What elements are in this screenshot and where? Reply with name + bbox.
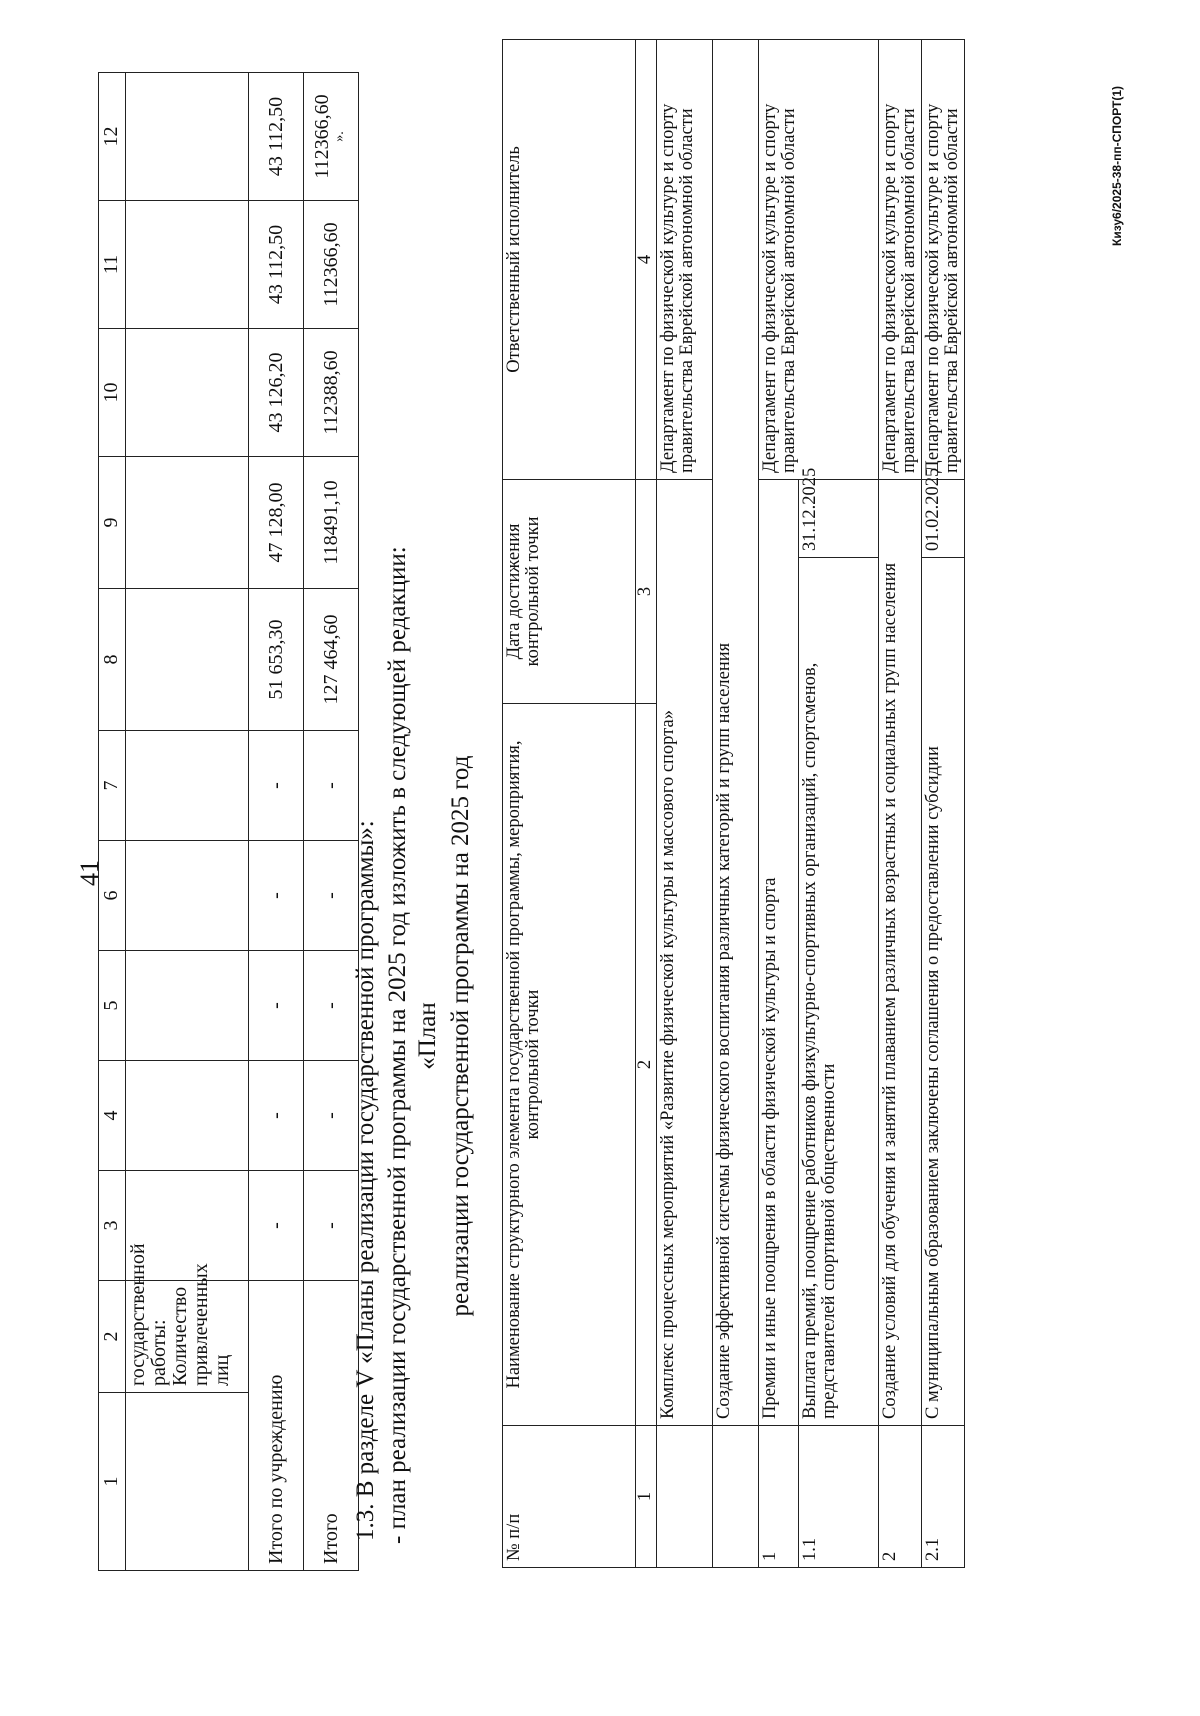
table-row	[879, 39, 922, 1567]
table-cell: 112366,60	[304, 201, 359, 329]
table-cell	[126, 589, 249, 731]
complex-name: Комплекс процессных мероприятий «Развитие физической культуры и массового спорта»	[657, 479, 713, 1425]
table-cell: -	[304, 1171, 359, 1281]
table-cell: 118491,10	[304, 457, 359, 589]
row-number: 1.1	[799, 1426, 879, 1568]
responsible-cell: Департамент по физической культуре и спорту правительства Еврейской автономной области	[657, 39, 713, 479]
column-number-row	[636, 39, 657, 1567]
col-header: 12	[99, 73, 126, 201]
table-cell	[126, 841, 249, 951]
row-label: Итого по учреждению	[249, 1281, 304, 1571]
financing-table	[98, 72, 359, 1571]
table-cell	[126, 731, 249, 841]
plan-title: «План	[414, 1002, 441, 1070]
table-row	[657, 39, 713, 1567]
row-number: 2	[879, 1426, 922, 1568]
col-number: 2	[636, 703, 657, 1425]
row-name: Премии и иные поощрения в области физической культуры и спорта	[759, 479, 799, 1425]
table-cell	[657, 1426, 713, 1568]
responsible-cell: Департамент по физической культуре и спорту правительства Еврейской автономной области	[922, 39, 965, 479]
table-cell	[126, 951, 249, 1061]
task-cell: Создание эффективной системы физического воспитания различных категорий и групп населения	[713, 39, 759, 1425]
row-number: 1	[759, 1426, 799, 1568]
table-row	[713, 39, 759, 1567]
table-cell	[126, 1393, 249, 1571]
table-cell: 112388,60	[304, 329, 359, 457]
col-number: 1	[636, 1426, 657, 1568]
closing-quote: ».	[332, 131, 347, 142]
table-cell	[126, 1061, 249, 1171]
table-row	[759, 39, 799, 1567]
table-cell: -	[304, 731, 359, 841]
col-number: 3	[636, 479, 657, 703]
header-num: № п/п	[503, 1426, 636, 1568]
table-cell	[126, 457, 249, 589]
col-header: 5	[99, 951, 126, 1061]
row-name: С муниципальным образованием заключены соглашения о предоставлении субсидии	[922, 557, 965, 1425]
col-header: 7	[99, 731, 126, 841]
table-cell: -	[249, 731, 304, 841]
date-cell: 01.02.2025	[922, 479, 965, 557]
row-number: 2.1	[922, 1426, 965, 1568]
table-cell: -	[249, 951, 304, 1061]
table-cell: 47 128,00	[249, 457, 304, 589]
header-date: Дата достижения контрольной точки	[503, 479, 636, 703]
col-number: 4	[636, 39, 657, 479]
table-cell: 127 464,60	[304, 589, 359, 731]
header-responsible: Ответственный исполнитель	[503, 39, 636, 479]
table-cell: -	[249, 841, 304, 951]
header-name: Наименование структурного элемента государственной программы, мероприятия, контрольной точки	[503, 703, 636, 1425]
table-cell: -	[249, 1061, 304, 1171]
col-header: 10	[99, 329, 126, 457]
table-cell: 43 112,50	[249, 201, 304, 329]
plan-subtitle: реализации государственной программы на 2025 год	[447, 755, 474, 1317]
row-label: Итого	[304, 1281, 359, 1571]
table-header-row	[99, 73, 126, 1571]
plan-table	[502, 39, 965, 1568]
table-cell	[126, 73, 249, 201]
row-name: Выплата премий, поощрение работников физкультурно-спортивных организаций, спортсменов, представителей спортивной общественности	[799, 557, 879, 1425]
table-cell	[126, 201, 249, 329]
table-cell: государственной работы: Количество привлеченных лиц	[126, 1281, 249, 1393]
table-cell	[126, 329, 249, 457]
table-row	[922, 39, 965, 1567]
table-cell: -	[249, 1171, 304, 1281]
table-cell: 43 126,20	[249, 329, 304, 457]
table-cell	[304, 73, 359, 201]
table-header-row	[503, 39, 636, 1567]
col-header: 2	[99, 1281, 126, 1393]
cell-value: 112366,60	[311, 94, 333, 179]
table-cell: 51 653,30	[249, 589, 304, 731]
col-header: 1	[99, 1393, 126, 1571]
page-number: 41	[75, 860, 104, 886]
document-code: Кизу6/2025-38-пп-СПОРТ(1)	[1110, 85, 1124, 246]
table-row	[304, 73, 359, 1571]
col-header: 4	[99, 1061, 126, 1171]
col-header: 8	[99, 589, 126, 731]
table-cell	[713, 1426, 759, 1568]
row-name: Создание условий для обучения и занятий плаванием различных возрастных и социальных групп населения	[879, 479, 922, 1425]
col-header: 6	[99, 841, 126, 951]
table-cell: 43 112,50	[249, 73, 304, 201]
table-cell: -	[304, 841, 359, 951]
instruction-paragraph: - план реализации государственной программы на 2025 год изложить в следующей редакции:	[384, 546, 411, 1544]
date-cell: 31.12.2025	[799, 479, 879, 557]
table-row	[249, 73, 304, 1571]
table-cell: -	[304, 1061, 359, 1171]
table-row	[126, 73, 249, 1571]
col-header: 9	[99, 457, 126, 589]
col-header: 11	[99, 201, 126, 329]
table-cell: -	[304, 951, 359, 1061]
col-header: 3	[99, 1171, 126, 1281]
responsible-cell: Департамент по физической культуре и спорту правительства Еврейской автономной области	[759, 39, 879, 479]
section-paragraph: 1.3. В разделе V «Планы реализации государственной программы»:	[352, 820, 379, 1541]
responsible-cell: Департамент по физической культуре и спорту правительства Еврейской автономной области	[879, 39, 922, 479]
